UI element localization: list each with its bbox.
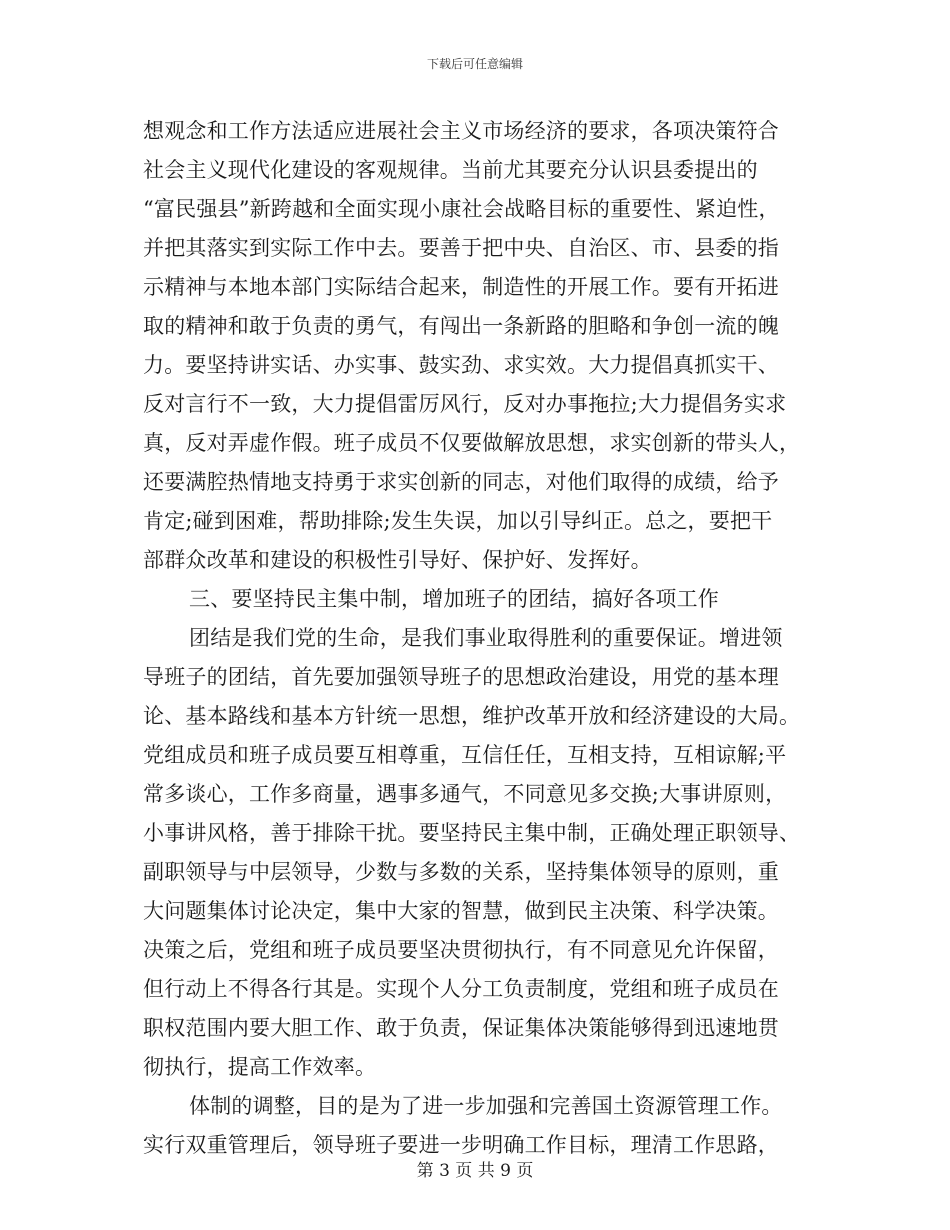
text-line: 反对言行不一致，大力提倡雷厉风行，反对办事拖拉;大力提倡务实求 <box>143 392 787 416</box>
text-line: 肯定;碰到困难，帮助排除;发生失误，加以引导纠正。总之，要把干 <box>143 509 773 533</box>
text-line: 示精神与本地本部门实际结合起来，制造性的开展工作。要有开拓进 <box>143 275 779 299</box>
text-line: 部群众改革和建设的积极性引导好、保护好、发挥好。 <box>143 548 652 572</box>
text-line: 常多谈心，工作多商量，遇事多通气，不同意见多交换;大事讲原则， <box>143 782 787 806</box>
text-line: 党组成员和班子成员要互相尊重，互信任任，互相支持，互相谅解;平 <box>143 743 787 767</box>
text-line: 但行动上不得各行其是。实现个人分工负责制度，党组和班子成员在 <box>143 977 779 1001</box>
text-line: 取的精神和敢于负责的勇气，有闯出一条新路的胆略和争创一流的魄 <box>143 314 779 338</box>
text-line: 决策之后，党组和班子成员要坚决贯彻执行，有不同意见允许保留， <box>143 938 779 962</box>
text-line: 真，反对弄虚作假。班子成员不仅要做解放思想，求实创新的带头人， <box>143 431 801 455</box>
text-line: 并把其落实到实际工作中去。要善于把中央、自治区、市、县委的指 <box>143 236 779 260</box>
text-line: 彻执行，提高工作效率。 <box>143 1055 377 1079</box>
text-line: 论、基本路线和基本方针统一思想，维护改革开放和经济建设的大局。 <box>143 704 801 728</box>
text-line: “富民强县”新跨越和全面实现小康社会战略目标的重要性、紧迫性， <box>143 197 780 221</box>
text-line: 体制的调整，目的是为了进一步加强和完善国土资源管理工作。 <box>189 1094 783 1118</box>
text-line: 大问题集体讨论决定，集中大家的智慧，做到民主决策、科学决策。 <box>143 899 779 923</box>
text-line: 职权范围内要大胆工作、敢于负责，保证集体决策能够得到迅速地贯 <box>143 1016 779 1040</box>
text-line: 团结是我们党的生命，是我们事业取得胜利的重要保证。增进领 <box>189 626 783 650</box>
page-header: 下载后可任意编辑 <box>426 57 523 71</box>
text-line: 还要满腔热情地支持勇于求实创新的同志，对他们取得的成绩，给予 <box>143 470 779 494</box>
text-line: 导班子的团结，首先要加强领导班子的思想政治建设，用党的基本理 <box>143 665 779 689</box>
document-body <box>143 112 803 1165</box>
text-line: 副职领导与中层领导，少数与多数的关系，坚持集体领导的原则，重 <box>143 860 779 884</box>
section-heading: 三、要坚持民主集中制，增加班子的团结，搞好各项工作 <box>189 587 719 611</box>
text-line: 实行双重管理后，领导班子要进一步明确工作目标，理清工作思路， <box>143 1133 779 1157</box>
text-line: 想观念和工作方法适应进展社会主义市场经济的要求，各项决策符合 <box>143 119 779 143</box>
text-line: 小事讲风格，善于排除干扰。要坚持民主集中制，正确处理正职领导、 <box>143 821 801 845</box>
page-footer: 第 3 页 共 9 页 <box>416 1161 534 1181</box>
text-line: 力。要坚持讲实话、办实事、鼓实劲、求实效。大力提倡真抓实干、 <box>143 353 779 377</box>
text-line: 社会主义现代化建设的客观规律。当前尤其要充分认识县委提出的 <box>143 158 758 182</box>
